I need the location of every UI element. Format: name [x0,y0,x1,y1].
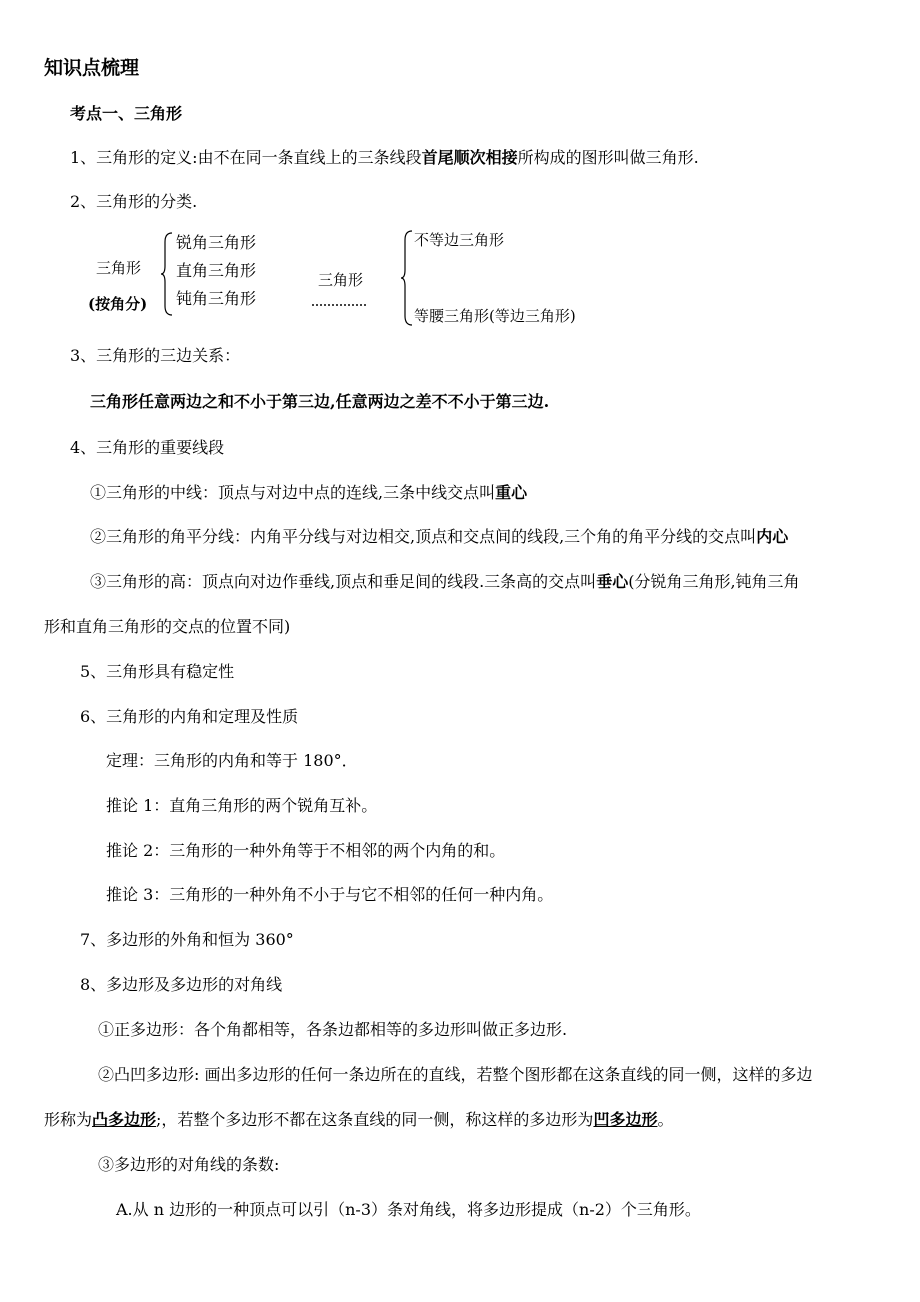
classify-left-item: 锐角三角形 [176,233,257,252]
convex-line-2 [44,1110,673,1130]
bold-text: 凸多边形 [92,1110,157,1129]
classify-left-item: 钝角三角形 [176,289,257,308]
item-3-sides: 3、三角形的三边关系： [70,346,241,365]
text: ①三角形的中线：顶点与对边中点的连线,三条中线交点叫 [90,483,496,502]
classify-right-label: 三角形 [318,271,364,289]
section-heading: 考点一、三角形 [70,104,183,123]
diagonal-rule-a: A.从 n 边形的一种顶点可以引（n-3）条对角线，将多边形提成（n-2）个三角形。 [116,1200,701,1219]
text: 。 [657,1110,674,1129]
bold-text: 重心 [495,483,528,502]
item-5-stability: 5、三角形具有稳定性 [80,662,235,681]
classify-left-sub: (按角分) [88,295,148,313]
bold-text: 凹多边形 [593,1110,658,1129]
text: ③三角形的高：顶点向对边作垂线,顶点和垂足间的线段.三条高的交点叫 [90,572,597,591]
text: 形称为 [44,1110,93,1129]
classify-left-item: 直角三角形 [176,261,257,280]
corollary-1: 推论 1：直角三角形的两个锐角互补。 [106,796,378,815]
item-7-exterior: 7、多边形的外角和恒为 360° [80,930,294,949]
item-6-angle-sum: 6、三角形的内角和定理及性质 [80,707,299,726]
left-brace [160,232,174,316]
item-4-segments: 4、三角形的重要线段 [70,438,225,457]
altitude-line [90,572,800,592]
corollary-3: 推论 3：三角形的一种外角不小于与它不相邻的任何一种内角。 [106,885,554,904]
item-1-definition [70,148,699,168]
theorem: 定理：三角形的内角和等于 180°． [106,751,358,770]
bisector-line [90,527,788,547]
text: (分锐角三角形,钝角三角 [628,572,800,591]
text: ②三角形的角平分线：内角平分线与对边相交,顶点和交点间的线段,三个角的角平分线的交点叫 [90,527,757,546]
classify-left-label: 三角形 [96,259,142,277]
bold-text: 首尾顺次相接 [421,148,518,167]
median-line [90,483,527,503]
corollary-2: 推论 2：三角形的一种外角等于不相邻的两个内角的和。 [106,841,506,860]
classify-right-item: 不等边三角形 [414,231,505,249]
bold-text: 内心 [756,527,789,546]
convex-line-1: ②凸凹多边形: 画出多边形的任何一条边所在的直线，若整个图形都在这条直线的同一侧，这样的多边 [98,1065,813,1084]
diagonal-count: ③多边形的对角线的条数: [98,1155,280,1174]
classify-right-item: 等腰三角形(等边三角形) [414,307,576,325]
right-brace [400,230,414,326]
item-2-classification: 2、三角形的分类. [70,192,198,211]
text: ;，若整个多边形不都在这条直线的同一侧，称这样的多边形为 [156,1110,594,1129]
altitude-line-2: 形和直角三角形的交点的位置不同) [44,617,291,636]
text: 1、三角形的定义:由不在同一条直线上的三条线段 [70,148,422,167]
regular-polygon: ①正多边形：各个角都相等，各条边都相等的多边形叫做正多边形. [98,1020,568,1039]
text: 所构成的图形叫做三角形. [517,148,699,167]
item-8-polygons: 8、多边形及多边形的对角线 [80,975,283,994]
bold-text: 垂心 [596,572,629,591]
page-title: 知识点梳理 [44,57,140,79]
classify-right-sub-fragment [312,304,366,312]
item-3-rule: 三角形任意两边之和不小于第三边,任意两边之差不不小于第三边. [90,392,550,411]
